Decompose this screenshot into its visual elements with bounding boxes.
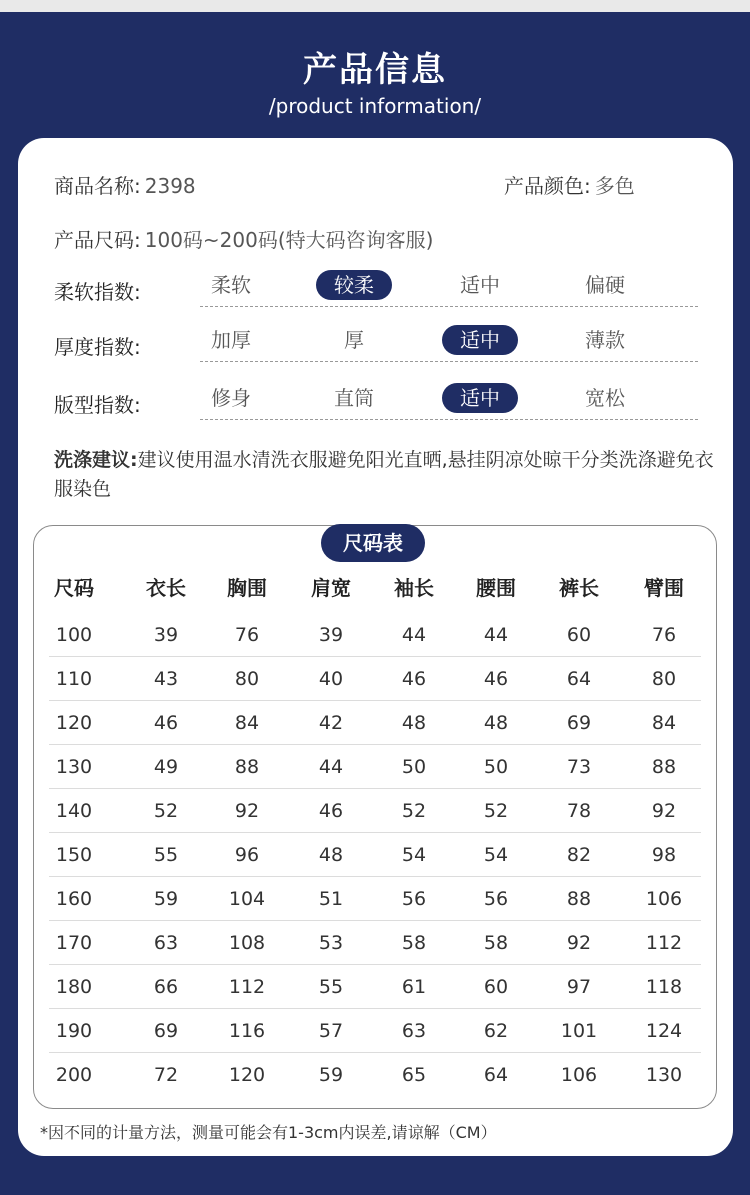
table-cell: 43 [153,668,179,690]
table-cell: 64 [566,668,592,690]
size-table [33,525,717,1109]
product-name-value: 2398 [144,174,196,198]
index-divider [200,361,698,362]
table-cell: 55 [318,976,344,998]
table-cell: 84 [234,712,260,734]
table-header-cell: 臂围 [644,576,684,600]
table-cell: 92 [651,800,677,822]
table-header-cell: 尺码 [54,576,94,600]
table-cell: 51 [318,888,344,910]
table-row [34,921,716,965]
table-cell: 88 [566,888,592,910]
index-label: 版型指数: [54,393,141,417]
index-option[interactable]: 适中 [460,273,500,297]
table-cell: 48 [318,844,344,866]
index-option[interactable]: 柔软 [211,273,251,297]
table-header-cell: 胸围 [227,576,267,600]
table-cell: 160 [55,888,93,910]
table-cell: 190 [55,1020,93,1042]
table-row [34,789,716,833]
table-cell: 170 [55,932,93,954]
table-header-cell: 肩宽 [311,576,351,600]
table-cell: 112 [228,976,266,998]
table-cell: 108 [228,932,266,954]
table-row [34,1053,716,1097]
table-cell: 63 [401,1020,427,1042]
size-table-title: 尺码表 [321,524,425,562]
table-cell: 60 [566,624,592,646]
table-cell: 112 [645,932,683,954]
table-cell: 63 [153,932,179,954]
table-cell: 100 [55,624,93,646]
table-cell: 76 [651,624,677,646]
table-cell: 88 [651,756,677,778]
index-option[interactable]: 直筒 [334,386,374,410]
table-row [34,613,716,657]
table-row [34,833,716,877]
table-cell: 76 [234,624,260,646]
table-cell: 59 [153,888,179,910]
table-cell: 54 [483,844,509,866]
product-size [54,224,433,253]
table-cell: 92 [566,932,592,954]
table-cell: 97 [566,976,592,998]
page-subtitle: /product information/ [268,94,482,118]
table-row [34,745,716,789]
table-cell: 44 [483,624,509,646]
product-name-label: 商品名称: [54,174,141,198]
table-cell: 39 [153,624,179,646]
product-name [54,170,196,199]
table-header-cell: 袖长 [394,576,434,600]
index-option[interactable]: 加厚 [211,328,251,352]
wash-text: 建议使用温水清洗衣服避免阳光直晒,悬挂阴凉处晾干分类洗涤避免衣服染色 [54,449,714,500]
table-cell: 200 [55,1064,93,1086]
table-row [34,657,716,701]
table-cell: 80 [651,668,677,690]
table-cell: 80 [234,668,260,690]
table-cell: 72 [153,1064,179,1086]
table-cell: 65 [401,1064,427,1086]
wash-advice [54,446,714,504]
index-option-selected[interactable]: 较柔 [316,270,392,300]
product-color-value: 多色 [594,174,635,198]
table-cell: 56 [483,888,509,910]
product-color-label: 产品颜色: [504,174,591,198]
table-cell: 101 [560,1020,598,1042]
table-cell: 57 [318,1020,344,1042]
table-cell: 69 [566,712,592,734]
wash-label: 洗涤建议: [54,449,138,471]
table-cell: 88 [234,756,260,778]
table-cell: 98 [651,844,677,866]
table-row [34,965,716,1009]
table-cell: 69 [153,1020,179,1042]
table-cell: 73 [566,756,592,778]
table-cell: 46 [153,712,179,734]
table-cell: 104 [228,888,266,910]
table-cell: 66 [153,976,179,998]
table-cell: 48 [483,712,509,734]
table-cell: 130 [645,1064,683,1086]
table-cell: 52 [483,800,509,822]
table-cell: 106 [645,888,683,910]
table-cell: 106 [560,1064,598,1086]
table-row [34,701,716,745]
table-cell: 46 [401,668,427,690]
index-option[interactable]: 修身 [211,386,251,410]
table-cell: 58 [401,932,427,954]
table-cell: 140 [55,800,93,822]
index-divider [200,306,698,307]
table-cell: 130 [55,756,93,778]
product-size-value: 100码~200码(特大码咨询客服) [144,228,434,252]
table-cell: 60 [483,976,509,998]
table-cell: 55 [153,844,179,866]
table-row [34,877,716,921]
table-cell: 40 [318,668,344,690]
table-cell: 53 [318,932,344,954]
table-cell: 39 [318,624,344,646]
index-option-selected[interactable]: 适中 [442,325,518,355]
product-color [504,170,635,199]
table-cell: 64 [483,1064,509,1086]
index-option[interactable]: 偏硬 [585,273,625,297]
table-cell: 120 [55,712,93,734]
top-strip [0,0,750,12]
table-cell: 124 [645,1020,683,1042]
table-cell: 46 [483,668,509,690]
table-cell: 44 [318,756,344,778]
index-option[interactable]: 薄款 [585,328,625,352]
table-cell: 58 [483,932,509,954]
table-cell: 46 [318,800,344,822]
measurement-note: *因不同的计量方法，测量可能会有1-3cm内误差,请谅解（CM） [40,1123,497,1142]
table-cell: 62 [483,1020,509,1042]
table-cell: 150 [55,844,93,866]
table-cell: 50 [483,756,509,778]
table-cell: 84 [651,712,677,734]
table-cell: 50 [401,756,427,778]
table-cell: 78 [566,800,592,822]
table-cell: 52 [153,800,179,822]
table-cell: 52 [401,800,427,822]
table-header-cell: 腰围 [476,576,516,600]
table-row [34,1009,716,1053]
page-title: 产品信息 [303,50,447,90]
index-option[interactable]: 厚 [344,328,364,352]
table-cell: 48 [401,712,427,734]
index-label: 柔软指数: [54,280,141,304]
table-cell: 61 [401,976,427,998]
table-cell: 118 [645,976,683,998]
table-cell: 49 [153,756,179,778]
table-cell: 42 [318,712,344,734]
table-cell: 56 [401,888,427,910]
index-divider [200,419,698,420]
table-cell: 116 [228,1020,266,1042]
table-cell: 59 [318,1064,344,1086]
table-cell: 54 [401,844,427,866]
table-header-cell: 衣长 [146,576,186,600]
table-cell: 82 [566,844,592,866]
table-header-cell: 裤长 [559,576,599,600]
table-cell: 110 [55,668,93,690]
index-label: 厚度指数: [54,335,141,359]
product-info-card [18,138,733,1156]
table-cell: 96 [234,844,260,866]
table-cell: 180 [55,976,93,998]
table-cell: 120 [228,1064,266,1086]
index-option[interactable]: 宽松 [585,386,625,410]
product-size-label: 产品尺码: [54,228,141,252]
index-option-selected[interactable]: 适中 [442,383,518,413]
table-cell: 92 [234,800,260,822]
table-cell: 44 [401,624,427,646]
